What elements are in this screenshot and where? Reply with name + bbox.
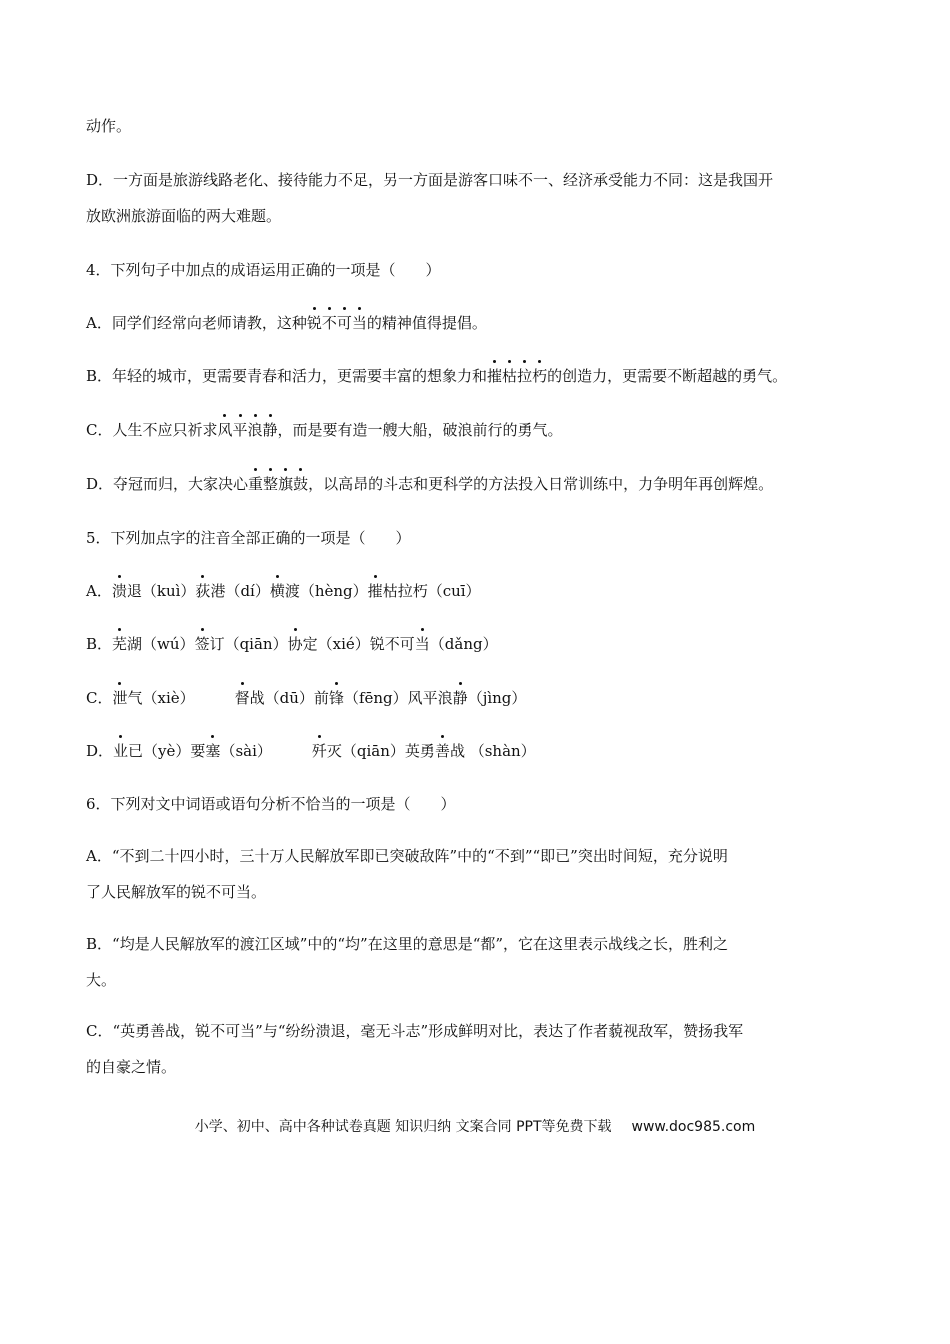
dotted-char: 平 bbox=[232, 421, 248, 439]
dotted-char: 荻 bbox=[195, 582, 211, 600]
q6-option-c-line1: C．“英勇善战，锐不可当”与“纷纷溃退，毫无斗志”形成鲜明对比，表达了作者藐视敌军，赞扬我军 bbox=[86, 1022, 744, 1040]
footer-text: 小学、初中、高中各种试卷真题 知识归纳 文案合同 PPT等免费下载 bbox=[194, 1119, 612, 1135]
q5-stem: 5．下列加点字的注音全部正确的一项是（ ） bbox=[86, 529, 411, 547]
dotted-char: 督 bbox=[234, 689, 250, 707]
q3-option-d-line1: D．一方面是旅游线路老化、接待能力不足，另一方面是游客口味不一、经济承受能力不同：这是我国开 bbox=[86, 171, 774, 189]
dotted-char: 拉 bbox=[517, 367, 533, 385]
dotted-char: 静 bbox=[262, 421, 278, 439]
q5-option-b: B．芜湖（wú）签订（qiān）协定（xié）锐不可当（dǎng） bbox=[86, 635, 498, 653]
dotted-char: 旗 bbox=[278, 475, 294, 493]
q4-option-b: B．年轻的城市，更需要青春和活力，更需要丰富的想象力和摧枯拉朽的创造力，更需要不断超越的勇气。 bbox=[86, 367, 788, 385]
q4-option-c: C．人生不应只祈求风平浪静，而是要有造一艘大船，破浪前行的勇气。 bbox=[86, 421, 563, 439]
q6-stem: 6．下列对文中词语或语句分析不恰当的一项是（ ） bbox=[86, 795, 456, 813]
carry-over-text: 动作。 bbox=[86, 117, 132, 135]
dotted-char: 整 bbox=[263, 475, 279, 493]
q4-option-a: A．同学们经常向老师请教，这种锐不可当的精神值得提倡。 bbox=[86, 314, 487, 332]
dotted-char: 歼 bbox=[311, 742, 327, 760]
page-footer bbox=[0, 1116, 950, 1136]
dotted-char: 风 bbox=[217, 421, 233, 439]
dotted-char: 摧 bbox=[367, 582, 383, 600]
dotted-char: 可 bbox=[336, 314, 352, 332]
dotted-char: 签 bbox=[194, 635, 210, 653]
q3-option-d-line2: 放欧洲旅游面临的两大难题。 bbox=[86, 207, 282, 225]
dotted-char: 不 bbox=[321, 314, 337, 332]
dotted-char: 枯 bbox=[502, 367, 518, 385]
q6-option-a-line2: 了人民解放军的锐不可当。 bbox=[86, 883, 267, 901]
dotted-char: 锋 bbox=[328, 689, 344, 707]
dotted-char: 横 bbox=[269, 582, 285, 600]
footer-site-link[interactable]: www.doc985.com bbox=[631, 1119, 756, 1135]
dotted-char: 泄 bbox=[112, 689, 128, 707]
q4-stem: 4．下列句子中加点的成语运用正确的一项是（ ） bbox=[86, 261, 441, 279]
q5-option-d: D．业已（yè）要塞（sài） 歼灭（qiān）英勇善战 （shàn） bbox=[86, 742, 536, 760]
dotted-char: 协 bbox=[287, 635, 303, 653]
q4-option-d: D．夺冠而归，大家决心重整旗鼓，以高昂的斗志和更科学的方法投入日常训练中，力争明年再创辉煌。 bbox=[86, 475, 774, 493]
dotted-char: 鼓 bbox=[293, 475, 309, 493]
dotted-char: 当 bbox=[414, 635, 430, 653]
dotted-char: 塞 bbox=[205, 742, 221, 760]
dotted-char: 锐 bbox=[306, 314, 322, 332]
dotted-char: 摧 bbox=[487, 367, 503, 385]
dotted-char: 静 bbox=[452, 689, 468, 707]
dotted-char: 善 bbox=[434, 742, 450, 760]
dotted-char: 浪 bbox=[247, 421, 263, 439]
q6-option-b-line1: B．“均是人民解放军的渡江区域”中的“均”在这里的意思是“都”，它在这里表示战线之长，胜利之 bbox=[86, 935, 729, 953]
dotted-char: 当 bbox=[351, 314, 367, 332]
q6-option-a-line1: A．“不到二十四小时，三十万人民解放军即已突破敌阵”中的“不到”“即已”突出时间短，充分说明 bbox=[86, 847, 728, 865]
dotted-char: 溃 bbox=[111, 582, 127, 600]
q5-option-a: A．溃退（kuì）荻港（dí）横渡（hèng）摧枯拉朽（cuī） bbox=[86, 582, 481, 600]
q6-option-c-line2: 的自豪之情。 bbox=[86, 1058, 177, 1076]
dotted-char: 朽 bbox=[532, 367, 548, 385]
q5-option-c: C．泄气（xiè） 督战（dū）前锋（fēng）风平浪静（jìng） bbox=[86, 689, 527, 707]
dotted-char: 业 bbox=[113, 742, 129, 760]
dotted-char: 芜 bbox=[112, 635, 128, 653]
q6-option-b-line2: 大。 bbox=[86, 971, 117, 989]
dotted-char: 重 bbox=[248, 475, 264, 493]
